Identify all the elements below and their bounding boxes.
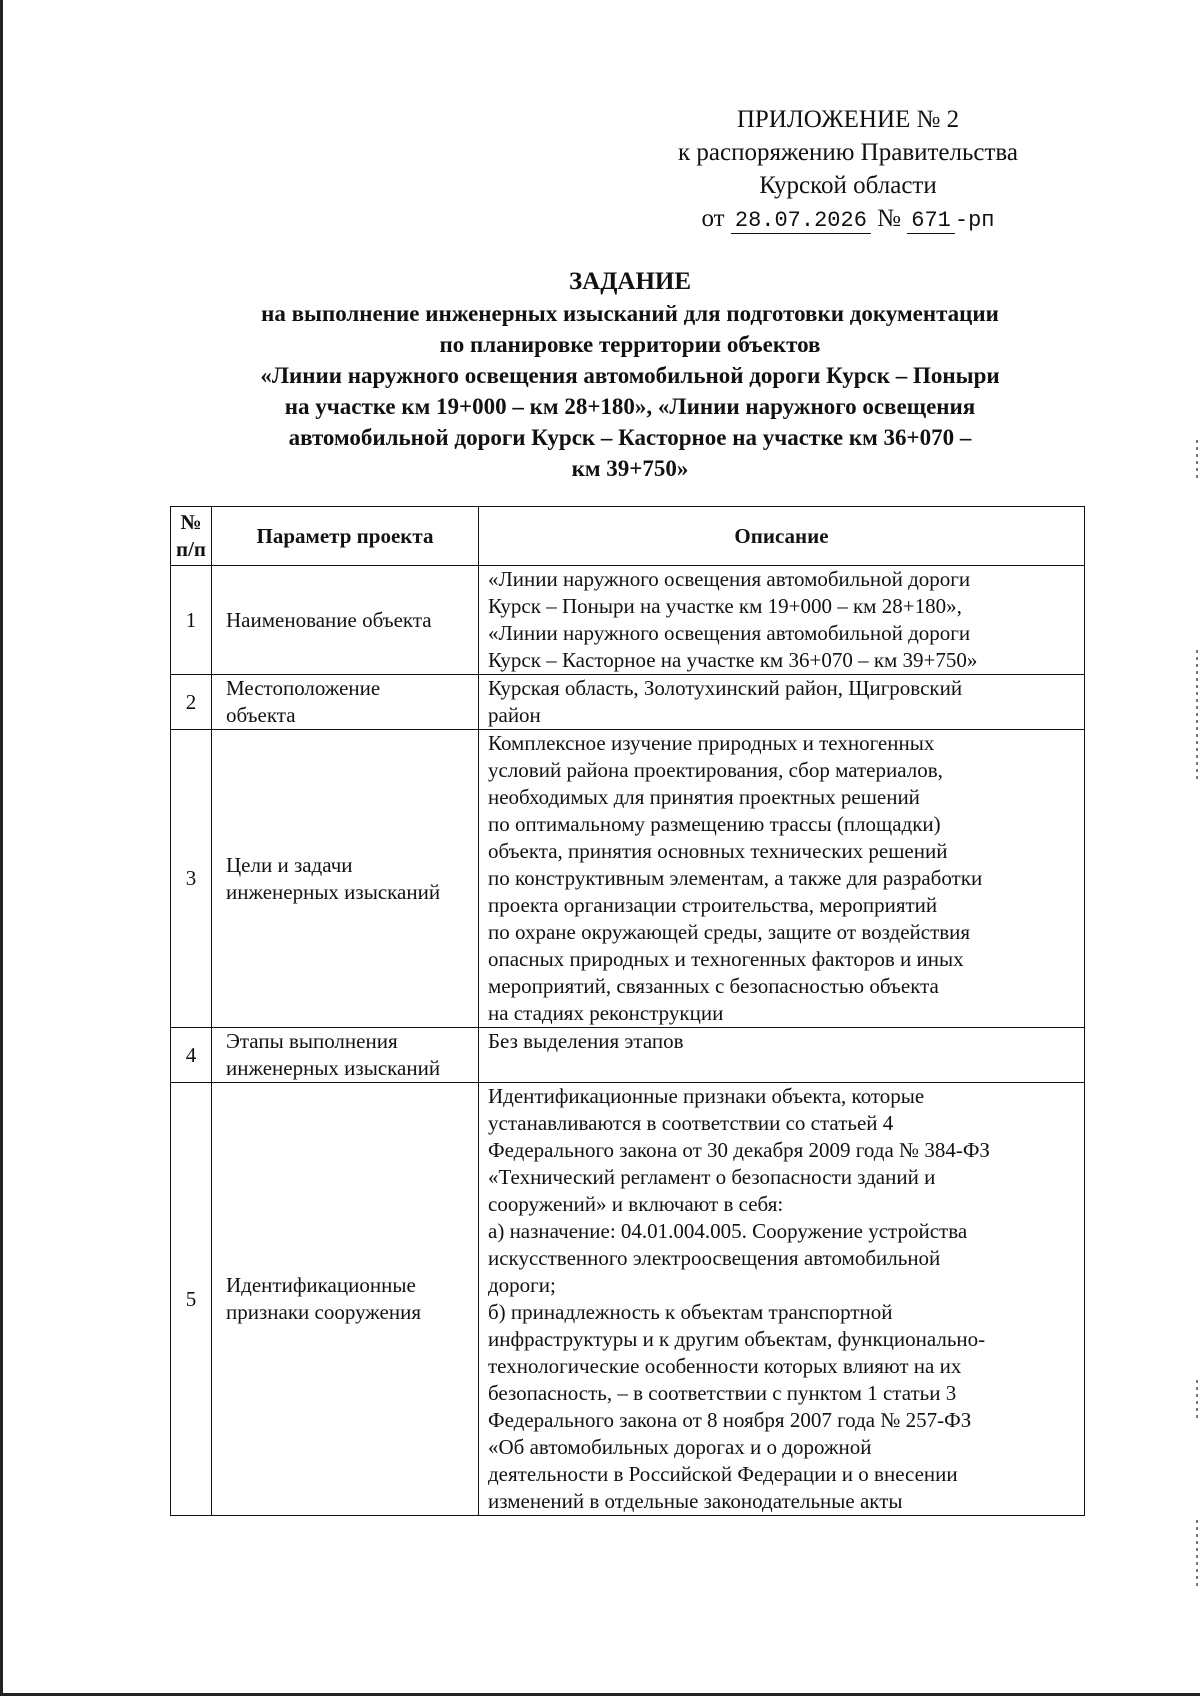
description-line: Федерального закона от 30 декабря 2009 года № 384-ФЗ xyxy=(488,1138,990,1162)
row-number: 5 xyxy=(171,1083,212,1516)
table-header-row xyxy=(171,507,1085,566)
number-suffix: -рп xyxy=(954,208,995,233)
description-line: технологические особенности которых влияют на их xyxy=(488,1354,962,1378)
decree-number: 671 xyxy=(907,209,955,234)
description-line: искусственного электроосвещения автомобильной xyxy=(488,1246,941,1270)
row-description xyxy=(479,675,1085,730)
table-row xyxy=(171,730,1085,1028)
row-number: 1 xyxy=(171,566,212,675)
date-prefix: от xyxy=(701,205,725,232)
parameter-line: Идентификационные xyxy=(226,1273,416,1297)
table-row xyxy=(171,1083,1085,1516)
title-line: на выполнение инженерных изысканий для подготовки документации xyxy=(261,301,999,326)
table-body xyxy=(171,566,1085,1516)
row-parameter xyxy=(212,1028,479,1083)
row-number: 3 xyxy=(171,730,212,1028)
description-line: Курская область, Золотухинский район, Щигровский xyxy=(488,676,963,700)
description-line: опасных природных и техногенных факторов и иных xyxy=(488,947,964,971)
parameter-line: объекта xyxy=(226,703,296,727)
appendix-line-2: Курской области xyxy=(759,172,937,199)
table-row xyxy=(171,1028,1085,1083)
header-num xyxy=(171,507,212,566)
header-num-line-1: № xyxy=(180,510,202,534)
number-label: № xyxy=(877,205,902,232)
description-line: б) принадлежность к объектам транспортной xyxy=(488,1300,893,1324)
description-line: дороги; xyxy=(488,1273,556,1297)
title-line: км 39+750» xyxy=(571,456,689,481)
description-line: по оптимальному размещению трассы (площадки) xyxy=(488,812,941,836)
appendix-header xyxy=(638,103,1058,237)
title-line: «Линии наружного освещения автомобильной дороги Курск – Поныри xyxy=(260,363,1000,388)
scan-dots xyxy=(1196,440,1198,480)
description-line: по охране окружающей среды, защите от воздействия xyxy=(488,920,971,944)
title-line: автомобильной дороги Курск – Касторное на участке км 36+070 – xyxy=(288,425,972,450)
description-line: по конструктивным элементам, а также для разработки xyxy=(488,866,983,890)
description-line: «Линии наружного освещения автомобильной дороги xyxy=(488,567,971,591)
parameter-line: Этапы выполнения xyxy=(226,1029,398,1053)
description-line: мероприятий, связанных с безопасностью объекта xyxy=(488,974,939,998)
row-description xyxy=(479,1028,1085,1083)
scan-edge-left xyxy=(0,0,3,1696)
description-line: деятельности в Российской Федерации и о внесении xyxy=(488,1462,958,1486)
description-line: объекта, принятия основных технических решений xyxy=(488,839,948,863)
decree-date: 28.07.2026 xyxy=(731,209,871,234)
description-line: район xyxy=(488,703,541,727)
header-num-line-2: п/п xyxy=(175,537,207,561)
description-line: условий района проектирования, сбор материалов, xyxy=(488,758,943,782)
title-lines xyxy=(150,298,1110,484)
description-line: Федерального закона от 8 ноября 2007 года № 257-ФЗ xyxy=(488,1408,972,1432)
scan-dots xyxy=(1196,1380,1198,1420)
row-description xyxy=(479,1083,1085,1516)
description-line: «Об автомобильных дорогах и о дорожной xyxy=(488,1435,872,1459)
description-line: а) назначение: 04.01.004.005. Сооружение устройства xyxy=(488,1219,968,1243)
row-parameter xyxy=(212,1083,479,1516)
appendix-title: ПРИЛОЖЕНИЕ № 2 xyxy=(736,106,960,133)
header-param: Параметр проекта xyxy=(212,507,479,566)
table-row xyxy=(171,675,1085,730)
row-number: 4 xyxy=(171,1028,212,1083)
description-line: безопасность, – в соответствии с пунктом 1 статьи 3 xyxy=(488,1381,957,1405)
document-title xyxy=(150,266,1110,484)
description-line: Курск – Поныри на участке км 19+000 – км 28+180», xyxy=(488,594,962,618)
row-parameter xyxy=(212,730,479,1028)
parameter-line: Наименование объекта xyxy=(226,607,432,632)
description-line: «Линии наружного освещения автомобильной дороги xyxy=(488,621,971,645)
title-heading: ЗАДАНИЕ xyxy=(568,268,692,295)
row-parameter xyxy=(212,675,479,730)
description-line: инфраструктуры и к другим объектам, функционально- xyxy=(488,1327,986,1351)
title-line: по планировке территории объектов xyxy=(439,332,821,357)
scan-dots xyxy=(1196,1520,1198,1590)
parameter-line: инженерных изысканий xyxy=(226,1056,441,1080)
description-line: Без выделения этапов xyxy=(488,1029,684,1053)
row-number: 2 xyxy=(171,675,212,730)
description-line: изменений в отдельные законодательные акты xyxy=(488,1489,903,1513)
description-line: на стадиях реконструкции xyxy=(488,1001,724,1025)
scan-dots xyxy=(1196,650,1198,780)
parameter-line: признаки сооружения xyxy=(226,1300,421,1324)
parameter-line: Цели и задачи xyxy=(226,852,353,877)
description-line: необходимых для принятия проектных решений xyxy=(488,785,920,809)
appendix-date-line xyxy=(638,202,1058,237)
description-line: проекта организации строительства, мероприятий xyxy=(488,893,938,917)
header-desc: Описание xyxy=(479,507,1085,566)
description-line: Комплексное изучение природных и техногенных xyxy=(488,731,935,755)
appendix-line-1: к распоряжению Правительства xyxy=(677,139,1018,166)
spec-table xyxy=(170,506,1085,1516)
parameter-line: Местоположение xyxy=(226,676,381,700)
description-line: Курск – Касторное на участке км 36+070 – км 39+750» xyxy=(488,648,978,672)
description-line: устанавливаются в соответствии со статьей 4 xyxy=(488,1111,894,1135)
parameter-line: инженерных изысканий xyxy=(226,879,441,904)
title-line: на участке км 19+000 – км 28+180», «Линии наружного освещения xyxy=(284,394,976,419)
description-line: «Технический регламент о безопасности зданий и xyxy=(488,1165,936,1189)
row-description xyxy=(479,730,1085,1028)
row-description xyxy=(479,566,1085,675)
description-line: сооружений» и включают в себя: xyxy=(488,1192,784,1216)
row-parameter xyxy=(212,566,479,675)
table-row xyxy=(171,566,1085,675)
description-line: Идентификационные признаки объекта, которые xyxy=(488,1084,925,1108)
